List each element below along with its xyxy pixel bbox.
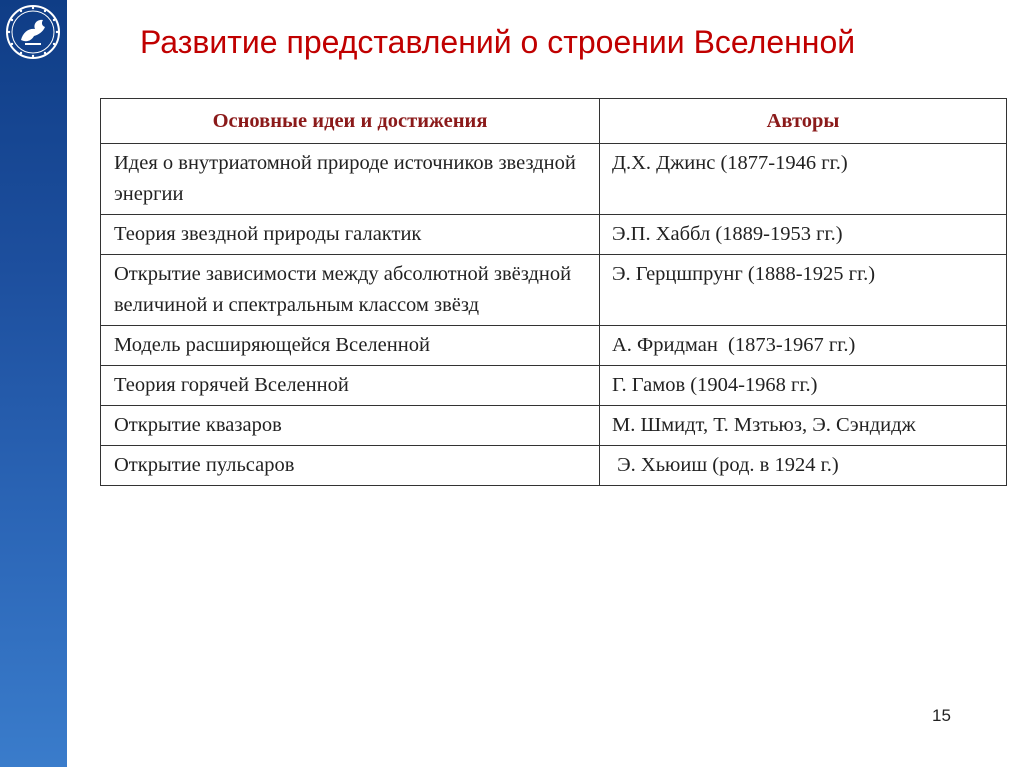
ideas-authors-table [100,98,1007,486]
author-cell: М. Шмидт, Т. Мзтьюз, Э. Сэндидж [600,406,1007,446]
header-ideas: Основные идеи и достижения [101,99,600,144]
author-cell: Г. Гамов (1904-1968 гг.) [600,366,1007,406]
table-header-row [101,99,1007,144]
table-row [101,255,1007,326]
table-row [101,406,1007,446]
author-cell: Д.Х. Джинс (1877-1946 гг.) [600,144,1007,215]
idea-cell: Открытие квазаров [101,406,600,446]
author-cell: Э.П. Хаббл (1889-1953 гг.) [600,215,1007,255]
slide-title: Развитие представлений о строении Вселенной [140,24,856,60]
idea-cell: Теория горячей Вселенной [101,366,600,406]
idea-cell: Открытие пульсаров [101,446,600,486]
table-row [101,215,1007,255]
idea-cell: Теория звездной природы галактик [101,215,600,255]
sidebar-band [0,0,67,767]
idea-cell: Модель расширяющейся Вселенной [101,326,600,366]
page-number: 15 [932,706,951,725]
table-row [101,326,1007,366]
idea-cell: Открытие зависимости между абсолютной звёздной величиной и спектральным классом звёзд [101,255,600,326]
table-row [101,446,1007,486]
table-row [101,366,1007,406]
author-cell: Э. Хьюиш (род. в 1924 г.) [600,446,1007,486]
table-row [101,144,1007,215]
author-cell: А. Фридман (1873-1967 гг.) [600,326,1007,366]
header-authors: Авторы [600,99,1007,144]
university-logo [3,2,63,62]
idea-cell: Идея о внутриатомной природе источников звездной энергии [101,144,600,215]
author-cell: Э. Герцшпрунг (1888-1925 гг.) [600,255,1007,326]
